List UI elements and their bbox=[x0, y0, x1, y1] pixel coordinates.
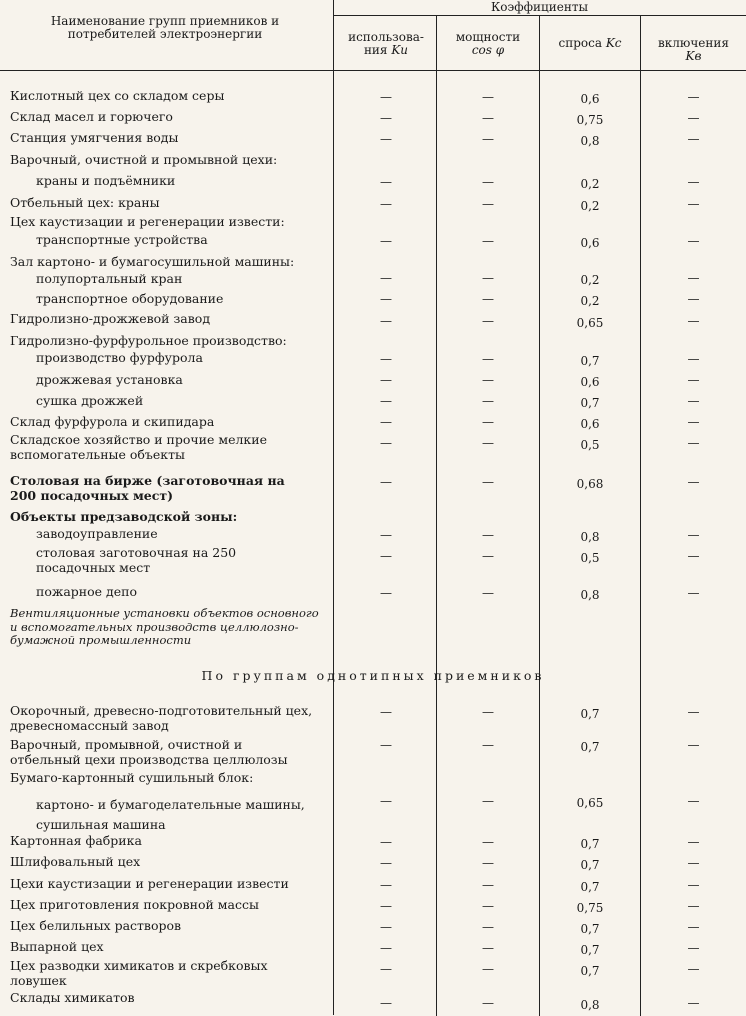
kv-value: — bbox=[687, 794, 700, 808]
kc-value: 0,6 bbox=[580, 92, 600, 106]
cos-value: — bbox=[482, 132, 494, 146]
ki-value: — bbox=[380, 373, 392, 387]
coefficients-header bbox=[333, 1, 746, 14]
ki-value: — bbox=[380, 549, 392, 563]
row-name: Склады химикатов bbox=[10, 990, 135, 1005]
row-name: картоно- и бумагоделательные машины, сушильная машина bbox=[36, 797, 305, 832]
kv-value: — bbox=[687, 111, 700, 125]
kv-value: — bbox=[687, 197, 700, 211]
cos-value: — bbox=[482, 705, 494, 719]
kv-value: — bbox=[687, 132, 700, 146]
kc-value: 0,8 bbox=[580, 588, 600, 602]
row-name: Зал картоно- и бумагосушильной машины: bbox=[10, 254, 295, 269]
row-name: краны и подъёмники bbox=[36, 173, 176, 188]
group-column-header bbox=[30, 15, 300, 41]
ki-value: — bbox=[380, 234, 392, 248]
kc-value: 0,7 bbox=[580, 964, 600, 978]
header-col-ki-label: использова-ния bbox=[348, 30, 424, 57]
kc-value: 0,8 bbox=[580, 998, 600, 1012]
ki-value: — bbox=[380, 271, 392, 285]
kv-value: — bbox=[687, 738, 700, 752]
kc-value: 0,7 bbox=[580, 837, 600, 851]
header-col-ki bbox=[337, 31, 435, 57]
ki-value: — bbox=[380, 738, 392, 752]
cos-value: — bbox=[482, 292, 494, 306]
row-name: пожарное депо bbox=[36, 584, 137, 599]
ki-value: — bbox=[380, 586, 392, 600]
kc-value: 0,7 bbox=[580, 354, 600, 368]
header-col-kv-symbol: Kв bbox=[685, 49, 702, 63]
header-bottom-rule bbox=[0, 70, 746, 71]
kc-value: 0,8 bbox=[580, 530, 600, 544]
ki-value: — bbox=[380, 835, 392, 849]
row-name: Цех белильных растворов bbox=[10, 918, 182, 933]
ki-value: — bbox=[380, 899, 392, 913]
cos-value: — bbox=[482, 271, 494, 285]
kv-value: — bbox=[687, 878, 700, 892]
ki-value: — bbox=[380, 292, 392, 306]
row-name: транспортное оборудование bbox=[36, 291, 224, 306]
header-col-cos-label: мощности bbox=[455, 30, 521, 44]
kv-value: — bbox=[687, 90, 700, 104]
kv-value: — bbox=[687, 962, 700, 976]
ki-value: — bbox=[380, 415, 392, 429]
row-name: Вентиляционные установки объектов основного и вспомогательных производств целлюлозно-бумажной промышленности bbox=[10, 606, 319, 647]
column-rule bbox=[333, 0, 334, 1015]
cos-value: — bbox=[482, 475, 494, 489]
row-name: Варочный, промывной, очистной и отбельный цехи производства целлюлозы bbox=[10, 737, 288, 767]
header-col-ki-symbol: Kи bbox=[391, 43, 409, 57]
kc-value: 0,7 bbox=[580, 943, 600, 957]
ki-value: — bbox=[380, 175, 392, 189]
header-col-kc bbox=[540, 37, 640, 50]
cos-value: — bbox=[482, 738, 494, 752]
section-heading: По группам однотипных приемников bbox=[201, 668, 545, 683]
kv-value: — bbox=[687, 234, 700, 248]
cos-value: — bbox=[482, 314, 494, 328]
ki-value: — bbox=[380, 878, 392, 892]
row-name: сушка дрожжей bbox=[36, 393, 144, 408]
cos-value: — bbox=[482, 528, 494, 542]
ki-value: — bbox=[380, 996, 392, 1010]
ki-value: — bbox=[380, 197, 392, 211]
row-name: Кислотный цех со складом серы bbox=[10, 88, 225, 103]
kv-value: — bbox=[687, 314, 700, 328]
row-name: Склад фурфурола и скипидара bbox=[10, 414, 215, 429]
cos-value: — bbox=[482, 111, 494, 125]
kv-value: — bbox=[687, 373, 700, 387]
cos-value: — bbox=[482, 794, 494, 808]
header-col-kc-symbol: Kс bbox=[605, 36, 622, 50]
kc-value: 0,7 bbox=[580, 396, 600, 410]
kv-value: — bbox=[687, 528, 700, 542]
row-name: Шлифовальный цех bbox=[10, 854, 141, 869]
cos-value: — bbox=[482, 941, 494, 955]
row-name: Гидролизно-дрожжевой завод bbox=[10, 311, 211, 326]
row-name: Варочный, очистной и промывной цехи: bbox=[10, 152, 278, 167]
kv-value: — bbox=[687, 415, 700, 429]
row-name: Цех разводки химикатов и скребковых ловушек bbox=[10, 958, 268, 988]
kc-value: 0,2 bbox=[580, 177, 600, 191]
kc-value: 0,7 bbox=[580, 858, 600, 872]
cos-value: — bbox=[482, 436, 494, 450]
group-column-header-text: Наименование групп приемников и потребителей электроэнергии bbox=[50, 14, 280, 41]
kc-value: 0,65 bbox=[576, 316, 604, 330]
row-name: Бумаго-картонный сушильный блок: bbox=[10, 770, 254, 785]
kv-value: — bbox=[687, 475, 700, 489]
cos-value: — bbox=[482, 996, 494, 1010]
cos-value: — bbox=[482, 586, 494, 600]
row-name: производство фурфурола bbox=[36, 350, 203, 365]
row-name: транспортные устройства bbox=[36, 232, 208, 247]
cos-value: — bbox=[482, 394, 494, 408]
kv-value: — bbox=[687, 920, 700, 934]
kc-value: 0,7 bbox=[580, 707, 600, 721]
kv-value: — bbox=[687, 292, 700, 306]
coef-header-rule bbox=[333, 15, 746, 16]
kc-value: 0,6 bbox=[580, 375, 600, 389]
cos-value: — bbox=[482, 373, 494, 387]
kv-value: — bbox=[687, 436, 700, 450]
cos-value: — bbox=[482, 90, 494, 104]
cos-value: — bbox=[482, 175, 494, 189]
ki-value: — bbox=[380, 794, 392, 808]
kc-value: 0,7 bbox=[580, 740, 600, 754]
kc-value: 0,8 bbox=[580, 134, 600, 148]
ki-value: — bbox=[380, 856, 392, 870]
ki-value: — bbox=[380, 436, 392, 450]
cos-value: — bbox=[482, 197, 494, 211]
kv-value: — bbox=[687, 835, 700, 849]
cos-value: — bbox=[482, 352, 494, 366]
kv-value: — bbox=[687, 856, 700, 870]
kv-value: — bbox=[687, 705, 700, 719]
row-name: Склад масел и горючего bbox=[10, 109, 173, 124]
header-col-kv-label: включения bbox=[658, 36, 729, 50]
row-name: Столовая на бирже (заготовочная на 200 посадочных мест) bbox=[10, 473, 285, 503]
row-name: дрожжевая установка bbox=[36, 372, 183, 387]
ki-value: — bbox=[380, 475, 392, 489]
kv-value: — bbox=[687, 549, 700, 563]
kv-value: — bbox=[687, 352, 700, 366]
kc-value: 0,6 bbox=[580, 417, 600, 431]
kc-value: 0,75 bbox=[576, 901, 604, 915]
ki-value: — bbox=[380, 528, 392, 542]
header-col-kv bbox=[641, 37, 746, 63]
header-col-cos-symbol: cos φ bbox=[471, 43, 505, 57]
row-name: заводоуправление bbox=[36, 526, 158, 541]
cos-value: — bbox=[482, 835, 494, 849]
header-col-kc-label: спроса bbox=[558, 36, 602, 50]
kc-value: 0,7 bbox=[580, 922, 600, 936]
row-name: полупортальный кран bbox=[36, 271, 183, 286]
kv-value: — bbox=[687, 586, 700, 600]
kv-value: — bbox=[687, 175, 700, 189]
ki-value: — bbox=[380, 90, 392, 104]
row-name: Отбельный цех: краны bbox=[10, 195, 160, 210]
kc-value: 0,2 bbox=[580, 273, 600, 287]
ki-value: — bbox=[380, 314, 392, 328]
header-col-cos bbox=[437, 31, 539, 57]
kv-value: — bbox=[687, 899, 700, 913]
kc-value: 0,7 bbox=[580, 880, 600, 894]
ki-value: — bbox=[380, 132, 392, 146]
cos-value: — bbox=[482, 415, 494, 429]
row-name: Цехи каустизации и регенерации извести bbox=[10, 876, 289, 891]
ki-value: — bbox=[380, 941, 392, 955]
cos-value: — bbox=[482, 962, 494, 976]
kc-value: 0,75 bbox=[576, 113, 604, 127]
ki-value: — bbox=[380, 352, 392, 366]
row-name: столовая заготовочная на 250 посадочных мест bbox=[36, 545, 237, 575]
kc-value: 0,6 bbox=[580, 236, 600, 250]
cos-value: — bbox=[482, 549, 494, 563]
ki-value: — bbox=[380, 394, 392, 408]
cos-value: — bbox=[482, 878, 494, 892]
row-name: Складское хозяйство и прочие мелкие вспомогательные объекты bbox=[10, 432, 267, 462]
row-name: Объекты предзаводской зоны: bbox=[10, 509, 238, 524]
kc-value: 0,2 bbox=[580, 199, 600, 213]
cos-value: — bbox=[482, 234, 494, 248]
cos-value: — bbox=[482, 856, 494, 870]
ki-value: — bbox=[380, 705, 392, 719]
kv-value: — bbox=[687, 394, 700, 408]
cos-value: — bbox=[482, 899, 494, 913]
row-name: Станция умягчения воды bbox=[10, 130, 179, 145]
row-name: Цех каустизации и регенерации извести: bbox=[10, 214, 285, 229]
ki-value: — bbox=[380, 962, 392, 976]
cos-value: — bbox=[482, 920, 494, 934]
row-name: Окорочный, древесно-подготовительный цех, древесномассный завод bbox=[10, 703, 313, 733]
row-name: Гидролизно-фурфурольное производство: bbox=[10, 333, 287, 348]
row-name: Выпарной цех bbox=[10, 939, 104, 954]
ki-value: — bbox=[380, 111, 392, 125]
kv-value: — bbox=[687, 996, 700, 1010]
kc-value: 0,65 bbox=[576, 796, 604, 810]
kc-value: 0,68 bbox=[576, 477, 604, 491]
ki-value: — bbox=[380, 920, 392, 934]
coefficients-title: Коэффициенты bbox=[490, 0, 589, 14]
row-name: Цех приготовления покровной массы bbox=[10, 897, 259, 912]
kv-value: — bbox=[687, 941, 700, 955]
row-name: Картонная фабрика bbox=[10, 833, 142, 848]
kv-value: — bbox=[687, 271, 700, 285]
kc-value: 0,2 bbox=[580, 294, 600, 308]
kc-value: 0,5 bbox=[580, 438, 600, 452]
kc-value: 0,5 bbox=[580, 551, 600, 565]
